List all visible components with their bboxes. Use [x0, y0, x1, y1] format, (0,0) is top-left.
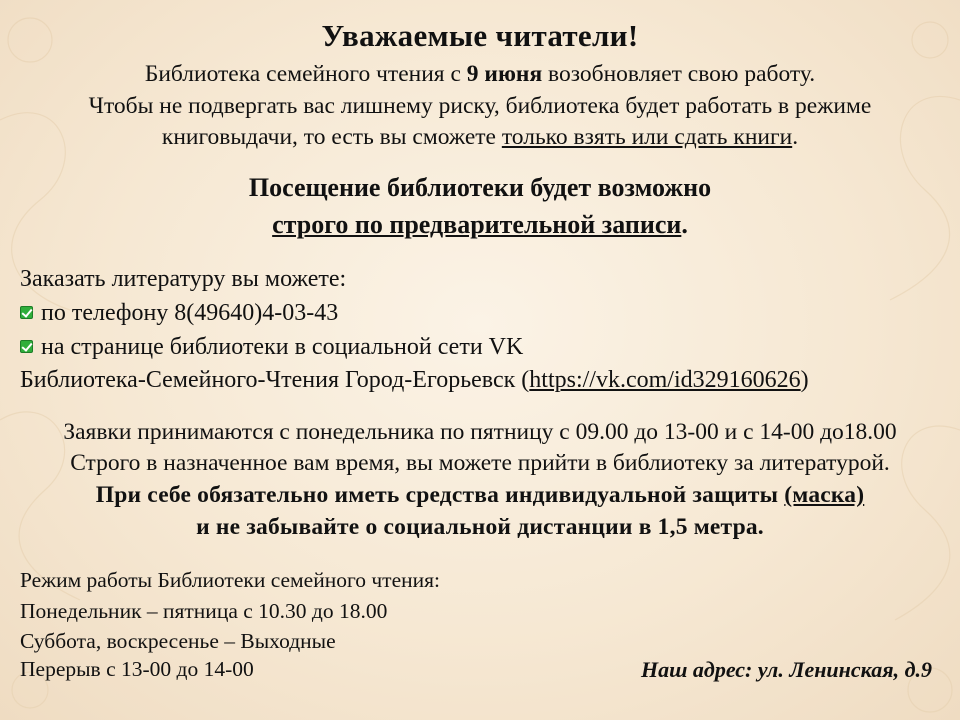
order-item-vk-text: на странице библиотеки в социальной сети VK — [41, 334, 524, 360]
intro-line-2: Чтобы не подвергать вас лишнему риску, библиотека будет работать в режиме — [88, 93, 872, 119]
visit-line-2-post: . — [681, 210, 688, 239]
intro-line-3-post: . — [792, 124, 799, 150]
hours-weekend: Суббота, воскресенье – Выходные — [20, 629, 336, 653]
order-heading: Заказать литературу вы можете: — [20, 266, 347, 292]
vk-page-name: Библиотека-Семейного-Чтения Город-Егорьевск ( — [20, 367, 530, 393]
appointment-only: строго по предварительной записи — [272, 210, 682, 239]
requests-line-3 — [0, 484, 960, 508]
intro-line-3-pre: книговыдачи, то есть вы сможете — [161, 124, 502, 150]
visit-line-1: Посещение библиотеки будет возможно — [248, 173, 712, 202]
visit-line-2 — [0, 212, 960, 238]
intro-line-1-post: возобновляет свою работу. — [542, 61, 816, 87]
order-item-phone — [20, 301, 338, 325]
hours-weekdays: Понедельник – пятница с 10.30 до 18.00 — [20, 599, 388, 623]
hours-break: Перерыв с 13-00 до 14-00 — [20, 657, 254, 681]
check-box-icon — [20, 306, 33, 319]
vk-page-link[interactable]: https://vk.com/id329160626 — [529, 367, 801, 393]
take-or-return-books: только взять или сдать книги — [501, 124, 793, 150]
protection-text: При себе обязательно иметь средства индивидуальной защиты — [95, 482, 785, 508]
check-box-icon — [20, 340, 33, 353]
reopen-month: июня — [484, 61, 543, 87]
mask-text: (маска) — [784, 482, 865, 508]
order-item-vk — [20, 335, 523, 359]
vk-page-close: ) — [800, 367, 809, 393]
hours-heading: Режим работы Библиотеки семейного чтения: — [20, 568, 440, 592]
order-item-phone-text: по телефону 8(49640)4-03-43 — [41, 300, 339, 326]
intro-line-3 — [0, 126, 960, 150]
page-title: Уважаемые читатели! — [321, 18, 639, 53]
requests-line-4: и не забывайте о социальной дистанции в 1,5 метра. — [196, 514, 764, 540]
intro-line-1 — [0, 63, 960, 87]
vk-page-line — [20, 368, 809, 392]
requests-line-1: Заявки принимаются с понедельника по пятницу с 09.00 до 13-00 и с 14-00 до18.00 — [63, 419, 897, 445]
intro-line-1-pre: Библиотека семейного чтения с — [144, 61, 467, 87]
requests-line-2: Строго в назначенное вам время, вы можете прийти в библиотеку за литературой. — [70, 450, 890, 476]
reopen-day: 9 — [466, 61, 479, 87]
library-address: Наш адрес: ул. Ленинская, д.9 — [640, 657, 932, 682]
